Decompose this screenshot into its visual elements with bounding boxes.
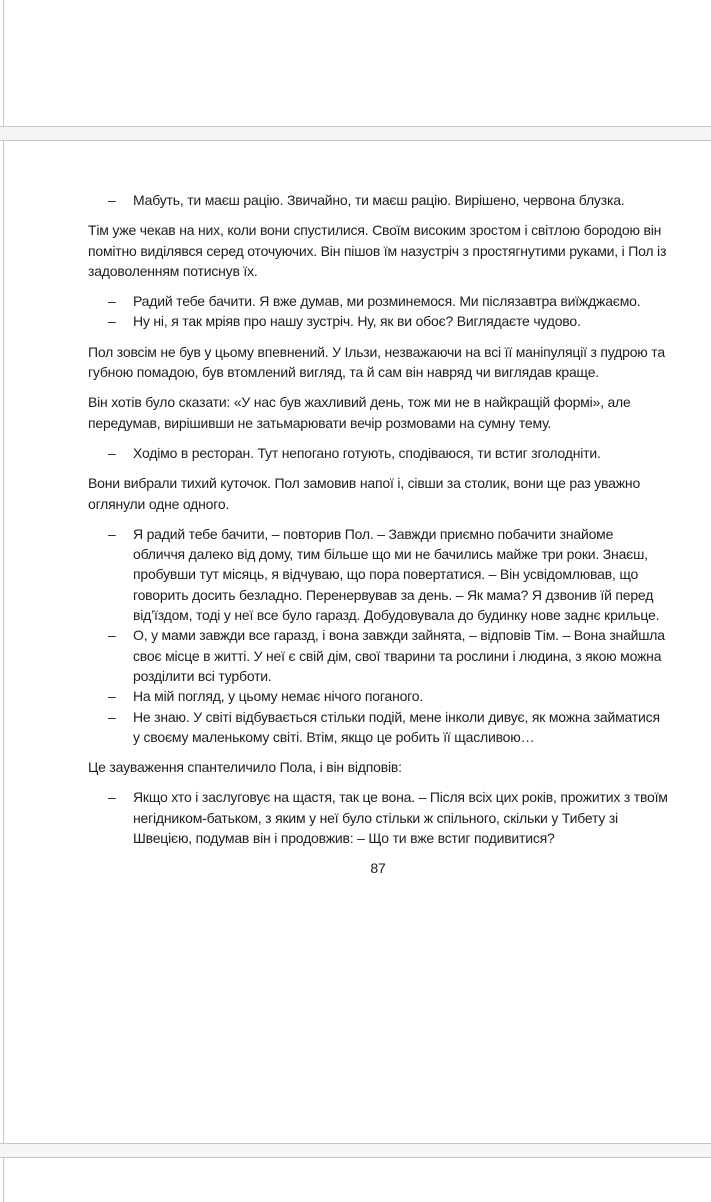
- dialogue-group: [88, 443, 668, 463]
- paragraph: Вони вибрали тихий куточок. Пол замовив напої і, сівши за столик, вони ще раз уважно оглянули одне одного.: [88, 475, 641, 512]
- dialogue-line: [88, 787, 668, 848]
- dialogue-dash: –: [108, 688, 116, 705]
- paragraph: Тім уже чекав на них, коли вони спустилися. Своїм високим зростом і світлою бородою він помітно виділявся серед оточуючих. Він пішов їм назустріч з простягнутими руками, і Пол із задоволенням потиснув їх.: [88, 222, 667, 279]
- page-number: 87: [370, 860, 386, 877]
- dialogue-dash: –: [108, 313, 116, 330]
- dialogue-group: [88, 291, 668, 332]
- current-page-card: [3, 141, 711, 1143]
- next-page-card: [3, 1158, 711, 1202]
- page-gutter: [0, 1143, 711, 1158]
- dialogue-text: Ходімо в ресторан. Тут непогано готують, сподіваюся, ти встиг зголодніти.: [133, 444, 601, 461]
- dialogue-group: [88, 524, 668, 747]
- dialogue-text: О, у мами завжди все гаразд, і вона завжди зайнята, – відповів Тім. – Вона знайшла своє місце в житті. У неї є свій дім, свої тварини та рослини і людина, з якою можна розділити всі турботи.: [133, 627, 665, 684]
- dialogue-dash: –: [108, 789, 116, 806]
- dialogue-text: Не знаю. У світі відбувається стільки подій, мене інколи дивує, як можна займатися у своєму маленькому світі. Втім, якщо це робить її щасливою…: [133, 708, 660, 745]
- text-column: [88, 190, 668, 848]
- dialogue-text: Радий тебе бачити. Я вже думав, ми розминемося. Ми післязавтра виїжджаємо.: [133, 293, 641, 310]
- dialogue-text: Мабуть, ти маєш рацію. Звичайно, ти маєш рацію. Вирішено, червона блузка.: [133, 192, 625, 208]
- dialogue-line: [88, 311, 668, 331]
- dialogue-text: Ну ні, я так мріяв про нашу зустріч. Ну, як ви обоє? Виглядаєте чудово.: [133, 313, 581, 330]
- dialogue-text: Я радий тебе бачити, – повторив Пол. – Завжди приємно побачити знайоме обличчя далеко від дому, тим більше що ми не бачились майже три роки. Знаєш, пробувши тут місяць, я відчуваю, що пора повертатися. – Він усвідомлював, що говорить досить безладно. Перенервував за день. – Як мама? Я дзвонив їй перед від’їздом, тоді у неї все було гаразд. Добудовувала до будинку нове заднє крильце.: [133, 525, 660, 624]
- dialogue-line: [88, 707, 668, 748]
- dialogue-dash: –: [108, 525, 116, 542]
- dialogue-text: На мій погляд, у цьому немає нічого поганого.: [133, 688, 424, 705]
- dialogue-dash: –: [108, 192, 116, 208]
- dialogue-line: [88, 291, 668, 311]
- dialogue-dash: –: [108, 444, 116, 461]
- page-text: [88, 190, 668, 879]
- dialogue-dash: –: [108, 708, 116, 725]
- dialogue-line: [88, 686, 668, 706]
- paragraph: Пол зовсім не був у цьому впевнений. У Ільзи, незважаючи на всі її маніпуляції з пудрою та губною помадою, був втомлений вигляд, та й сам він навряд чи виглядав краще.: [88, 343, 665, 381]
- dialogue-group: [88, 190, 668, 210]
- dialogue-text: Якщо хто і заслуговує на щастя, так це вона. – Після всіх цих років, прожитих з твоїм негідником-батьком, з яким у неї було стільки ж спільного, скільки у Тибету зі Швецією, подумав він і продовжив: – Що ти вже встиг подивитися?: [133, 789, 668, 847]
- dialogue-line: [88, 625, 668, 686]
- previous-page-card: [3, 0, 711, 126]
- dialogue-dash: –: [108, 627, 116, 644]
- dialogue-line: [88, 443, 668, 463]
- dialogue-group: [88, 787, 668, 848]
- dialogue-dash: –: [108, 293, 116, 310]
- dialogue-line: [88, 190, 668, 210]
- paragraph: Це зауваження спантеличило Пола, і він відповів:: [88, 759, 402, 776]
- dialogue-line: [88, 524, 668, 625]
- page-gutter: [0, 126, 711, 141]
- paragraph: Він хотів було сказати: «У нас був жахливий день, тож ми не в найкращій формі», але передумав, вирішивши не затьмарювати вечір розмовами на сумну тему.: [88, 394, 631, 431]
